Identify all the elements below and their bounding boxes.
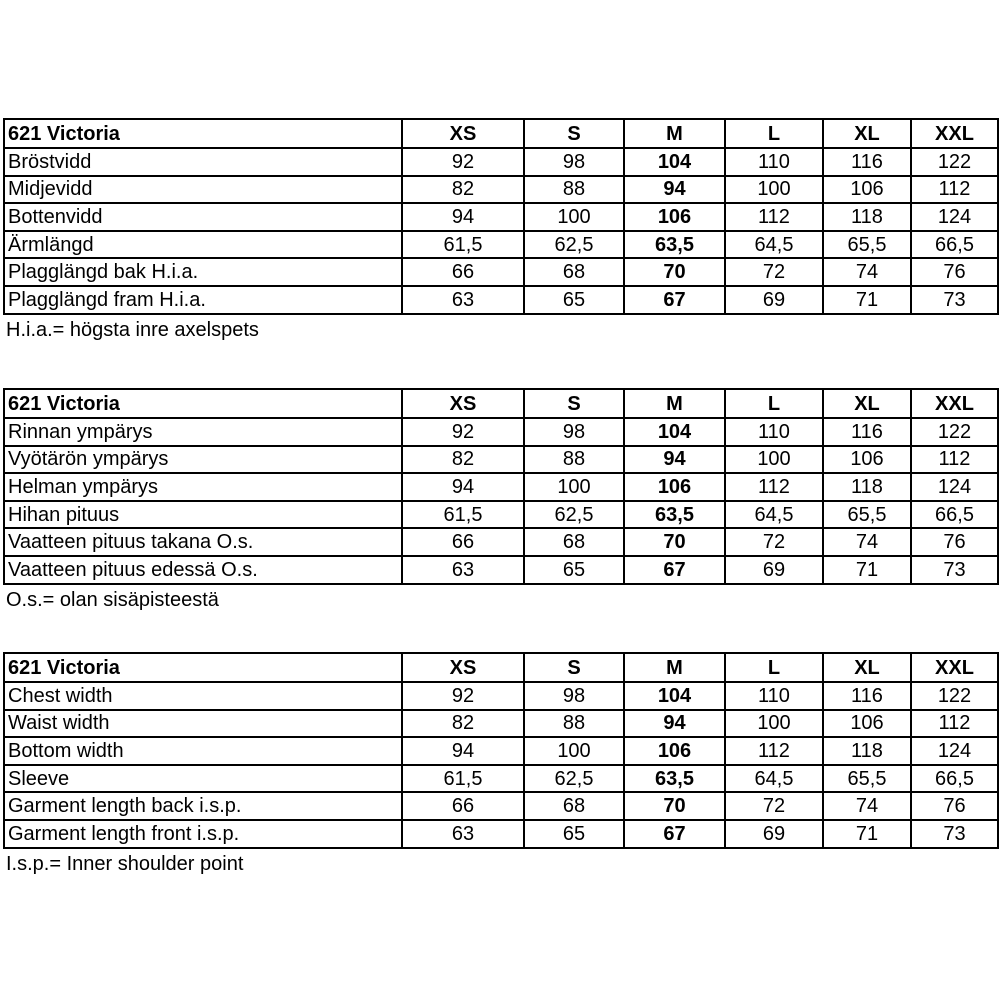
cell-value: 69 bbox=[725, 556, 823, 584]
cell-value: 106 bbox=[823, 446, 911, 474]
cell-value: 122 bbox=[911, 682, 998, 710]
table-row bbox=[4, 418, 998, 446]
cell-value: 65,5 bbox=[823, 231, 911, 259]
cell-value: 63 bbox=[402, 286, 524, 314]
cell-value: 65 bbox=[524, 556, 624, 584]
table-row bbox=[4, 792, 998, 820]
cell-value: 63,5 bbox=[624, 231, 725, 259]
table-footnote: I.s.p.= Inner shoulder point bbox=[6, 852, 244, 875]
cell-value: 67 bbox=[624, 820, 725, 848]
cell-value: 74 bbox=[823, 792, 911, 820]
cell-value: 94 bbox=[402, 473, 524, 501]
size-header-xl: XL bbox=[823, 389, 911, 418]
cell-value: 116 bbox=[823, 418, 911, 446]
table-title: 621 Victoria bbox=[4, 653, 402, 682]
cell-value: 112 bbox=[911, 176, 998, 204]
cell-value: 68 bbox=[524, 258, 624, 286]
cell-value: 112 bbox=[725, 737, 823, 765]
table-row bbox=[4, 286, 998, 314]
cell-value: 112 bbox=[911, 710, 998, 738]
cell-value: 92 bbox=[402, 682, 524, 710]
cell-value: 88 bbox=[524, 710, 624, 738]
cell-value: 118 bbox=[823, 203, 911, 231]
cell-value: 82 bbox=[402, 176, 524, 204]
table-row bbox=[4, 710, 998, 738]
cell-value: 63 bbox=[402, 820, 524, 848]
size-header-xl: XL bbox=[823, 653, 911, 682]
table-row bbox=[4, 528, 998, 556]
cell-value: 98 bbox=[524, 418, 624, 446]
cell-value: 71 bbox=[823, 556, 911, 584]
table-footnote: H.i.a.= högsta inre axelspets bbox=[6, 318, 259, 341]
cell-value: 104 bbox=[624, 148, 725, 176]
cell-value: 98 bbox=[524, 148, 624, 176]
cell-value: 94 bbox=[624, 446, 725, 474]
size-chart-swedish bbox=[3, 118, 997, 342]
size-header-s: S bbox=[524, 389, 624, 418]
cell-value: 122 bbox=[911, 418, 998, 446]
table-row bbox=[4, 203, 998, 231]
cell-value: 106 bbox=[624, 737, 725, 765]
table-row bbox=[4, 258, 998, 286]
cell-value: 118 bbox=[823, 737, 911, 765]
cell-value: 67 bbox=[624, 286, 725, 314]
cell-value: 88 bbox=[524, 176, 624, 204]
cell-value: 100 bbox=[524, 737, 624, 765]
cell-value: 92 bbox=[402, 148, 524, 176]
size-header-l: L bbox=[725, 119, 823, 148]
cell-value: 65 bbox=[524, 286, 624, 314]
row-label: Vyötärön ympärys bbox=[4, 446, 402, 474]
table-header-row bbox=[4, 389, 998, 418]
row-label: Rinnan ympärys bbox=[4, 418, 402, 446]
cell-value: 72 bbox=[725, 528, 823, 556]
cell-value: 110 bbox=[725, 418, 823, 446]
table-row bbox=[4, 446, 998, 474]
cell-value: 118 bbox=[823, 473, 911, 501]
cell-value: 124 bbox=[911, 473, 998, 501]
size-header-xl: XL bbox=[823, 119, 911, 148]
cell-value: 112 bbox=[725, 473, 823, 501]
table-footnote: O.s.= olan sisäpisteestä bbox=[6, 588, 219, 611]
cell-value: 63,5 bbox=[624, 765, 725, 793]
cell-value: 76 bbox=[911, 528, 998, 556]
cell-value: 106 bbox=[624, 203, 725, 231]
cell-value: 116 bbox=[823, 148, 911, 176]
table-row bbox=[4, 820, 998, 848]
row-label: Bottenvidd bbox=[4, 203, 402, 231]
row-label: Bröstvidd bbox=[4, 148, 402, 176]
cell-value: 72 bbox=[725, 258, 823, 286]
cell-value: 98 bbox=[524, 682, 624, 710]
table-row bbox=[4, 682, 998, 710]
cell-value: 70 bbox=[624, 792, 725, 820]
size-header-l: L bbox=[725, 653, 823, 682]
row-label: Plagglängd fram H.i.a. bbox=[4, 286, 402, 314]
cell-value: 76 bbox=[911, 792, 998, 820]
cell-value: 76 bbox=[911, 258, 998, 286]
table-title: 621 Victoria bbox=[4, 389, 402, 418]
size-table bbox=[3, 388, 999, 585]
cell-value: 104 bbox=[624, 418, 725, 446]
cell-value: 74 bbox=[823, 258, 911, 286]
cell-value: 66,5 bbox=[911, 765, 998, 793]
size-chart-finnish bbox=[3, 388, 997, 612]
size-header-m: M bbox=[624, 389, 725, 418]
cell-value: 112 bbox=[725, 203, 823, 231]
cell-value: 70 bbox=[624, 258, 725, 286]
cell-value: 73 bbox=[911, 286, 998, 314]
cell-value: 62,5 bbox=[524, 501, 624, 529]
cell-value: 65 bbox=[524, 820, 624, 848]
cell-value: 64,5 bbox=[725, 231, 823, 259]
cell-value: 100 bbox=[725, 446, 823, 474]
cell-value: 64,5 bbox=[725, 765, 823, 793]
table-row bbox=[4, 501, 998, 529]
cell-value: 65,5 bbox=[823, 765, 911, 793]
table-row bbox=[4, 765, 998, 793]
size-header-xxl: XXL bbox=[911, 653, 998, 682]
cell-value: 70 bbox=[624, 528, 725, 556]
row-label: Helman ympärys bbox=[4, 473, 402, 501]
cell-value: 61,5 bbox=[402, 231, 524, 259]
cell-value: 106 bbox=[624, 473, 725, 501]
cell-value: 63 bbox=[402, 556, 524, 584]
cell-value: 66 bbox=[402, 792, 524, 820]
cell-value: 94 bbox=[624, 176, 725, 204]
cell-value: 94 bbox=[402, 737, 524, 765]
cell-value: 104 bbox=[624, 682, 725, 710]
cell-value: 106 bbox=[823, 710, 911, 738]
cell-value: 100 bbox=[725, 710, 823, 738]
cell-value: 66,5 bbox=[911, 231, 998, 259]
cell-value: 124 bbox=[911, 737, 998, 765]
table-row bbox=[4, 556, 998, 584]
size-table bbox=[3, 118, 999, 315]
cell-value: 110 bbox=[725, 148, 823, 176]
size-header-l: L bbox=[725, 389, 823, 418]
row-label: Vaatteen pituus takana O.s. bbox=[4, 528, 402, 556]
cell-value: 62,5 bbox=[524, 231, 624, 259]
row-label: Ärmlängd bbox=[4, 231, 402, 259]
size-header-xs: XS bbox=[402, 389, 524, 418]
cell-value: 61,5 bbox=[402, 501, 524, 529]
cell-value: 116 bbox=[823, 682, 911, 710]
cell-value: 68 bbox=[524, 792, 624, 820]
size-header-s: S bbox=[524, 653, 624, 682]
cell-value: 82 bbox=[402, 710, 524, 738]
size-header-xxl: XXL bbox=[911, 119, 998, 148]
size-header-m: M bbox=[624, 119, 725, 148]
cell-value: 66,5 bbox=[911, 501, 998, 529]
table-row bbox=[4, 148, 998, 176]
cell-value: 94 bbox=[402, 203, 524, 231]
cell-value: 71 bbox=[823, 820, 911, 848]
cell-value: 65,5 bbox=[823, 501, 911, 529]
cell-value: 112 bbox=[911, 446, 998, 474]
cell-value: 92 bbox=[402, 418, 524, 446]
cell-value: 124 bbox=[911, 203, 998, 231]
row-label: Garment length back i.s.p. bbox=[4, 792, 402, 820]
cell-value: 106 bbox=[823, 176, 911, 204]
table-title: 621 Victoria bbox=[4, 119, 402, 148]
row-label: Vaatteen pituus edessä O.s. bbox=[4, 556, 402, 584]
table-header-row bbox=[4, 653, 998, 682]
row-label: Bottom width bbox=[4, 737, 402, 765]
cell-value: 72 bbox=[725, 792, 823, 820]
cell-value: 69 bbox=[725, 286, 823, 314]
size-table bbox=[3, 652, 999, 849]
cell-value: 82 bbox=[402, 446, 524, 474]
size-header-m: M bbox=[624, 653, 725, 682]
table-row bbox=[4, 176, 998, 204]
table-row bbox=[4, 737, 998, 765]
cell-value: 64,5 bbox=[725, 501, 823, 529]
cell-value: 100 bbox=[524, 473, 624, 501]
row-label: Sleeve bbox=[4, 765, 402, 793]
cell-value: 61,5 bbox=[402, 765, 524, 793]
row-label: Garment length front i.s.p. bbox=[4, 820, 402, 848]
cell-value: 69 bbox=[725, 820, 823, 848]
cell-value: 73 bbox=[911, 556, 998, 584]
cell-value: 63,5 bbox=[624, 501, 725, 529]
cell-value: 88 bbox=[524, 446, 624, 474]
cell-value: 67 bbox=[624, 556, 725, 584]
row-label: Plagglängd bak H.i.a. bbox=[4, 258, 402, 286]
cell-value: 71 bbox=[823, 286, 911, 314]
size-header-xxl: XXL bbox=[911, 389, 998, 418]
cell-value: 74 bbox=[823, 528, 911, 556]
cell-value: 94 bbox=[624, 710, 725, 738]
cell-value: 66 bbox=[402, 258, 524, 286]
cell-value: 100 bbox=[725, 176, 823, 204]
table-row bbox=[4, 473, 998, 501]
size-header-s: S bbox=[524, 119, 624, 148]
cell-value: 62,5 bbox=[524, 765, 624, 793]
cell-value: 73 bbox=[911, 820, 998, 848]
table-header-row bbox=[4, 119, 998, 148]
size-chart-english bbox=[3, 652, 997, 876]
cell-value: 66 bbox=[402, 528, 524, 556]
table-row bbox=[4, 231, 998, 259]
cell-value: 110 bbox=[725, 682, 823, 710]
row-label: Waist width bbox=[4, 710, 402, 738]
row-label: Hihan pituus bbox=[4, 501, 402, 529]
cell-value: 122 bbox=[911, 148, 998, 176]
cell-value: 100 bbox=[524, 203, 624, 231]
row-label: Midjevidd bbox=[4, 176, 402, 204]
size-header-xs: XS bbox=[402, 119, 524, 148]
size-header-xs: XS bbox=[402, 653, 524, 682]
row-label: Chest width bbox=[4, 682, 402, 710]
cell-value: 68 bbox=[524, 528, 624, 556]
